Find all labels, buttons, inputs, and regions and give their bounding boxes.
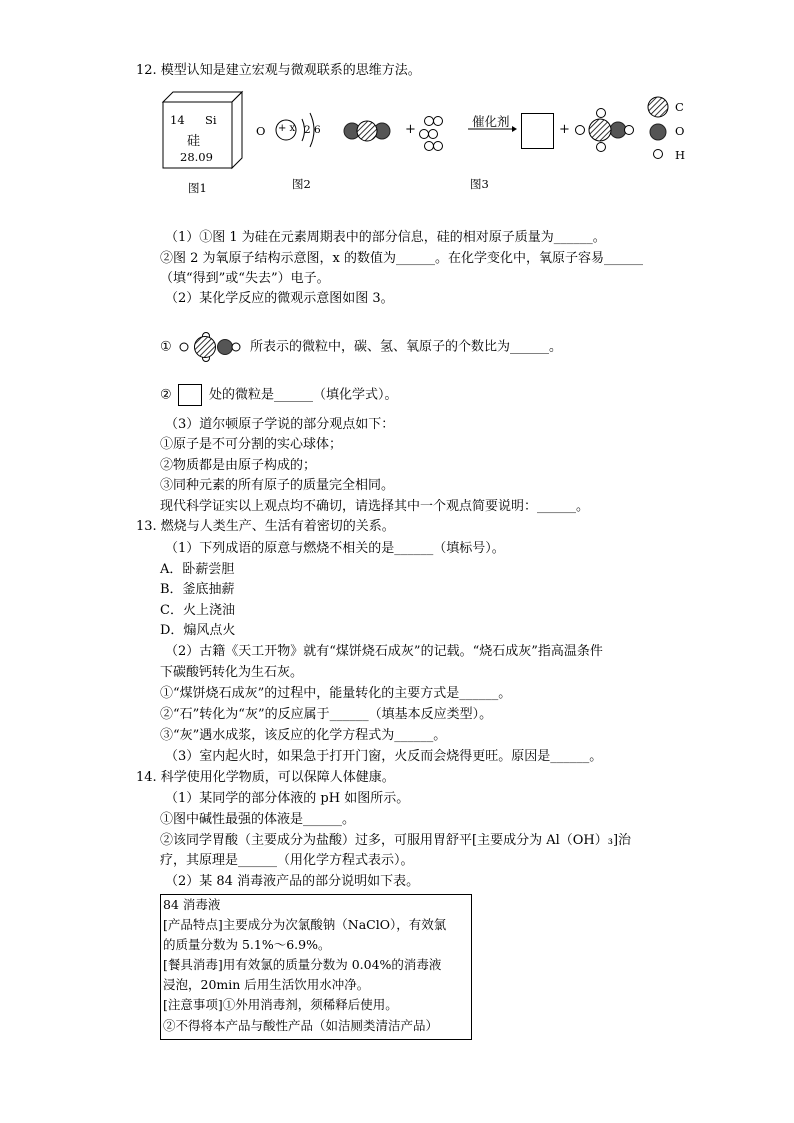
table-line: [产品特点]主要成分为次氯酸钠（NaClO），有效氯 <box>163 917 447 932</box>
q12-part3-b: ②物质都是由原子构成的； <box>160 458 317 473</box>
co2-molecule-icon <box>342 118 392 144</box>
q13-part1: （1）下列成语的原意与燃烧不相关的是______（填标号）。 <box>165 541 505 556</box>
q12-part2-a <box>160 332 562 362</box>
q12-part2-b-prefix: ② <box>160 387 172 403</box>
figure-3-caption: 图3 <box>470 177 489 191</box>
reaction-arrow-icon <box>466 124 518 134</box>
q14-part1-b: ②该同学胃酸（主要成分为盐酸）过多，可服用胃舒平[主要成分为 Al（OH）₃]治 <box>160 833 632 848</box>
electron-shell-1: 2 <box>304 124 311 136</box>
q12-part3: （3）道尔顿原子学说的部分观点如下： <box>165 417 395 432</box>
unknown-product-box <box>521 113 554 149</box>
atomic-number: 14 <box>170 113 185 127</box>
table-line: [注意事项]①外用消毒剂，须稀释后使用。 <box>163 997 398 1012</box>
q12-part2-a-prefix: ① <box>160 339 172 355</box>
table-line: ②不得将本产品与酸性产品（如洁厕类清洁产品） <box>163 1018 439 1033</box>
q13-option-d: D．煽风点火 <box>160 623 236 638</box>
q12-part3-a: ①原子是不可分割的实心球体； <box>160 437 343 452</box>
q13-part2-b: 下碳酸钙转化为生石灰。 <box>160 665 304 680</box>
q14-part2: （2）某 84 消毒液产品的部分说明如下表。 <box>165 874 420 889</box>
table-line: 84 消毒液 <box>163 897 221 912</box>
q12-part2-a-text: 所表示的微粒中，碳、氢、氧原子的个数比为______。 <box>249 339 562 355</box>
q13-part2-a: （2）古籍《天工开物》就有“煤饼烧石成灰”的记载。“烧石成灰”指高温条件 <box>165 644 603 659</box>
q13-part2-d: ②“石”转化为“灰”的反应属于______（填基本反应类型）。 <box>160 707 493 722</box>
table-line: [餐具消毒]用有效氯的质量分数为 0.04%的消毒液 <box>163 957 442 972</box>
q12-part1-a: （1）①图 1 为硅在元素周期表中的部分信息，硅的相对原子质量为______。 <box>165 230 606 245</box>
element-symbol: Si <box>205 113 217 127</box>
q14-part1-c: 疗，其原理是______（用化学方程式表示）。 <box>160 853 414 868</box>
q12-part2-b <box>160 384 397 406</box>
atom-legend-icons <box>647 95 671 163</box>
q12-part1-b: ②图 2 为氧原子结构示意图，x 的数值为______。在化学变化中，氧原子容易______ <box>160 251 643 266</box>
q12-part1-c: （填“得到”或“失去”）电子。 <box>160 271 330 286</box>
legend-oxygen: O <box>675 124 685 138</box>
table-line: 的质量分数为 5.1%～6.9%。 <box>163 937 331 952</box>
table-line: 浸泡，20min 后用生活饮用水冲净。 <box>163 977 370 992</box>
q13-part2-c: ①“煤饼烧石成灰”的过程中，能量转化的主要方式是______。 <box>160 686 512 701</box>
answer-box-icon <box>178 384 202 406</box>
figure-1-caption: 图1 <box>188 181 207 195</box>
legend-hydrogen: H <box>675 148 686 162</box>
q12-title: 12. 模型认知是建立宏观与微观联系的思维方法。 <box>136 63 421 78</box>
q13-title: 13. 燃烧与人类生产、生活有着密切的关系。 <box>136 519 395 534</box>
q12-part2: （2）某化学反应的微观示意图如图 3。 <box>165 291 394 306</box>
figure-2-caption: 图2 <box>292 177 311 191</box>
electron-shell-2: 6 <box>314 124 321 136</box>
atomic-mass: 28.09 <box>180 150 213 164</box>
catalyst-label: 催化剂 <box>472 114 510 129</box>
q12-part2-b-text: 处的微粒是______（填化学式）。 <box>208 387 398 403</box>
plus-sign-1: + <box>405 122 416 137</box>
q14-title: 14. 科学使用化学物质，可以保障人体健康。 <box>136 770 395 785</box>
hydrogen-molecules-icon <box>418 114 448 152</box>
q12-part3-c: ③同种元素的所有原子的质量完全相同。 <box>160 478 395 493</box>
q13-part3: （3）室内起火时，如果急于打开门窗，火反而会烧得更旺。原因是______。 <box>165 749 603 764</box>
methanol-molecule-inline-icon <box>178 332 244 362</box>
oxygen-symbol: O <box>256 124 266 138</box>
q13-option-a: A．卧薪尝胆 <box>160 562 235 577</box>
q13-option-b: B．釜底抽薪 <box>160 582 235 597</box>
legend-carbon: C <box>675 100 684 114</box>
nucleus-charge: + x <box>278 123 296 134</box>
plus-sign-2: + <box>559 122 570 137</box>
q13-option-c: C．火上浇油 <box>160 603 235 618</box>
element-name: 硅 <box>187 134 201 149</box>
methanol-molecule-icon <box>572 106 634 154</box>
q14-part1: （1）某同学的部分体液的 pH 如图所示。 <box>165 791 410 806</box>
q12-part3-d: 现代科学证实以上观点均不确切，请选择其中一个观点简要说明：______。 <box>160 499 590 514</box>
q14-part1-a: ①图中碱性最强的体液是______。 <box>160 812 356 827</box>
disinfectant-info-table <box>160 894 472 1040</box>
q13-part2-e: ③“灰”遇水成浆，该反应的化学方程式为______。 <box>160 728 447 743</box>
